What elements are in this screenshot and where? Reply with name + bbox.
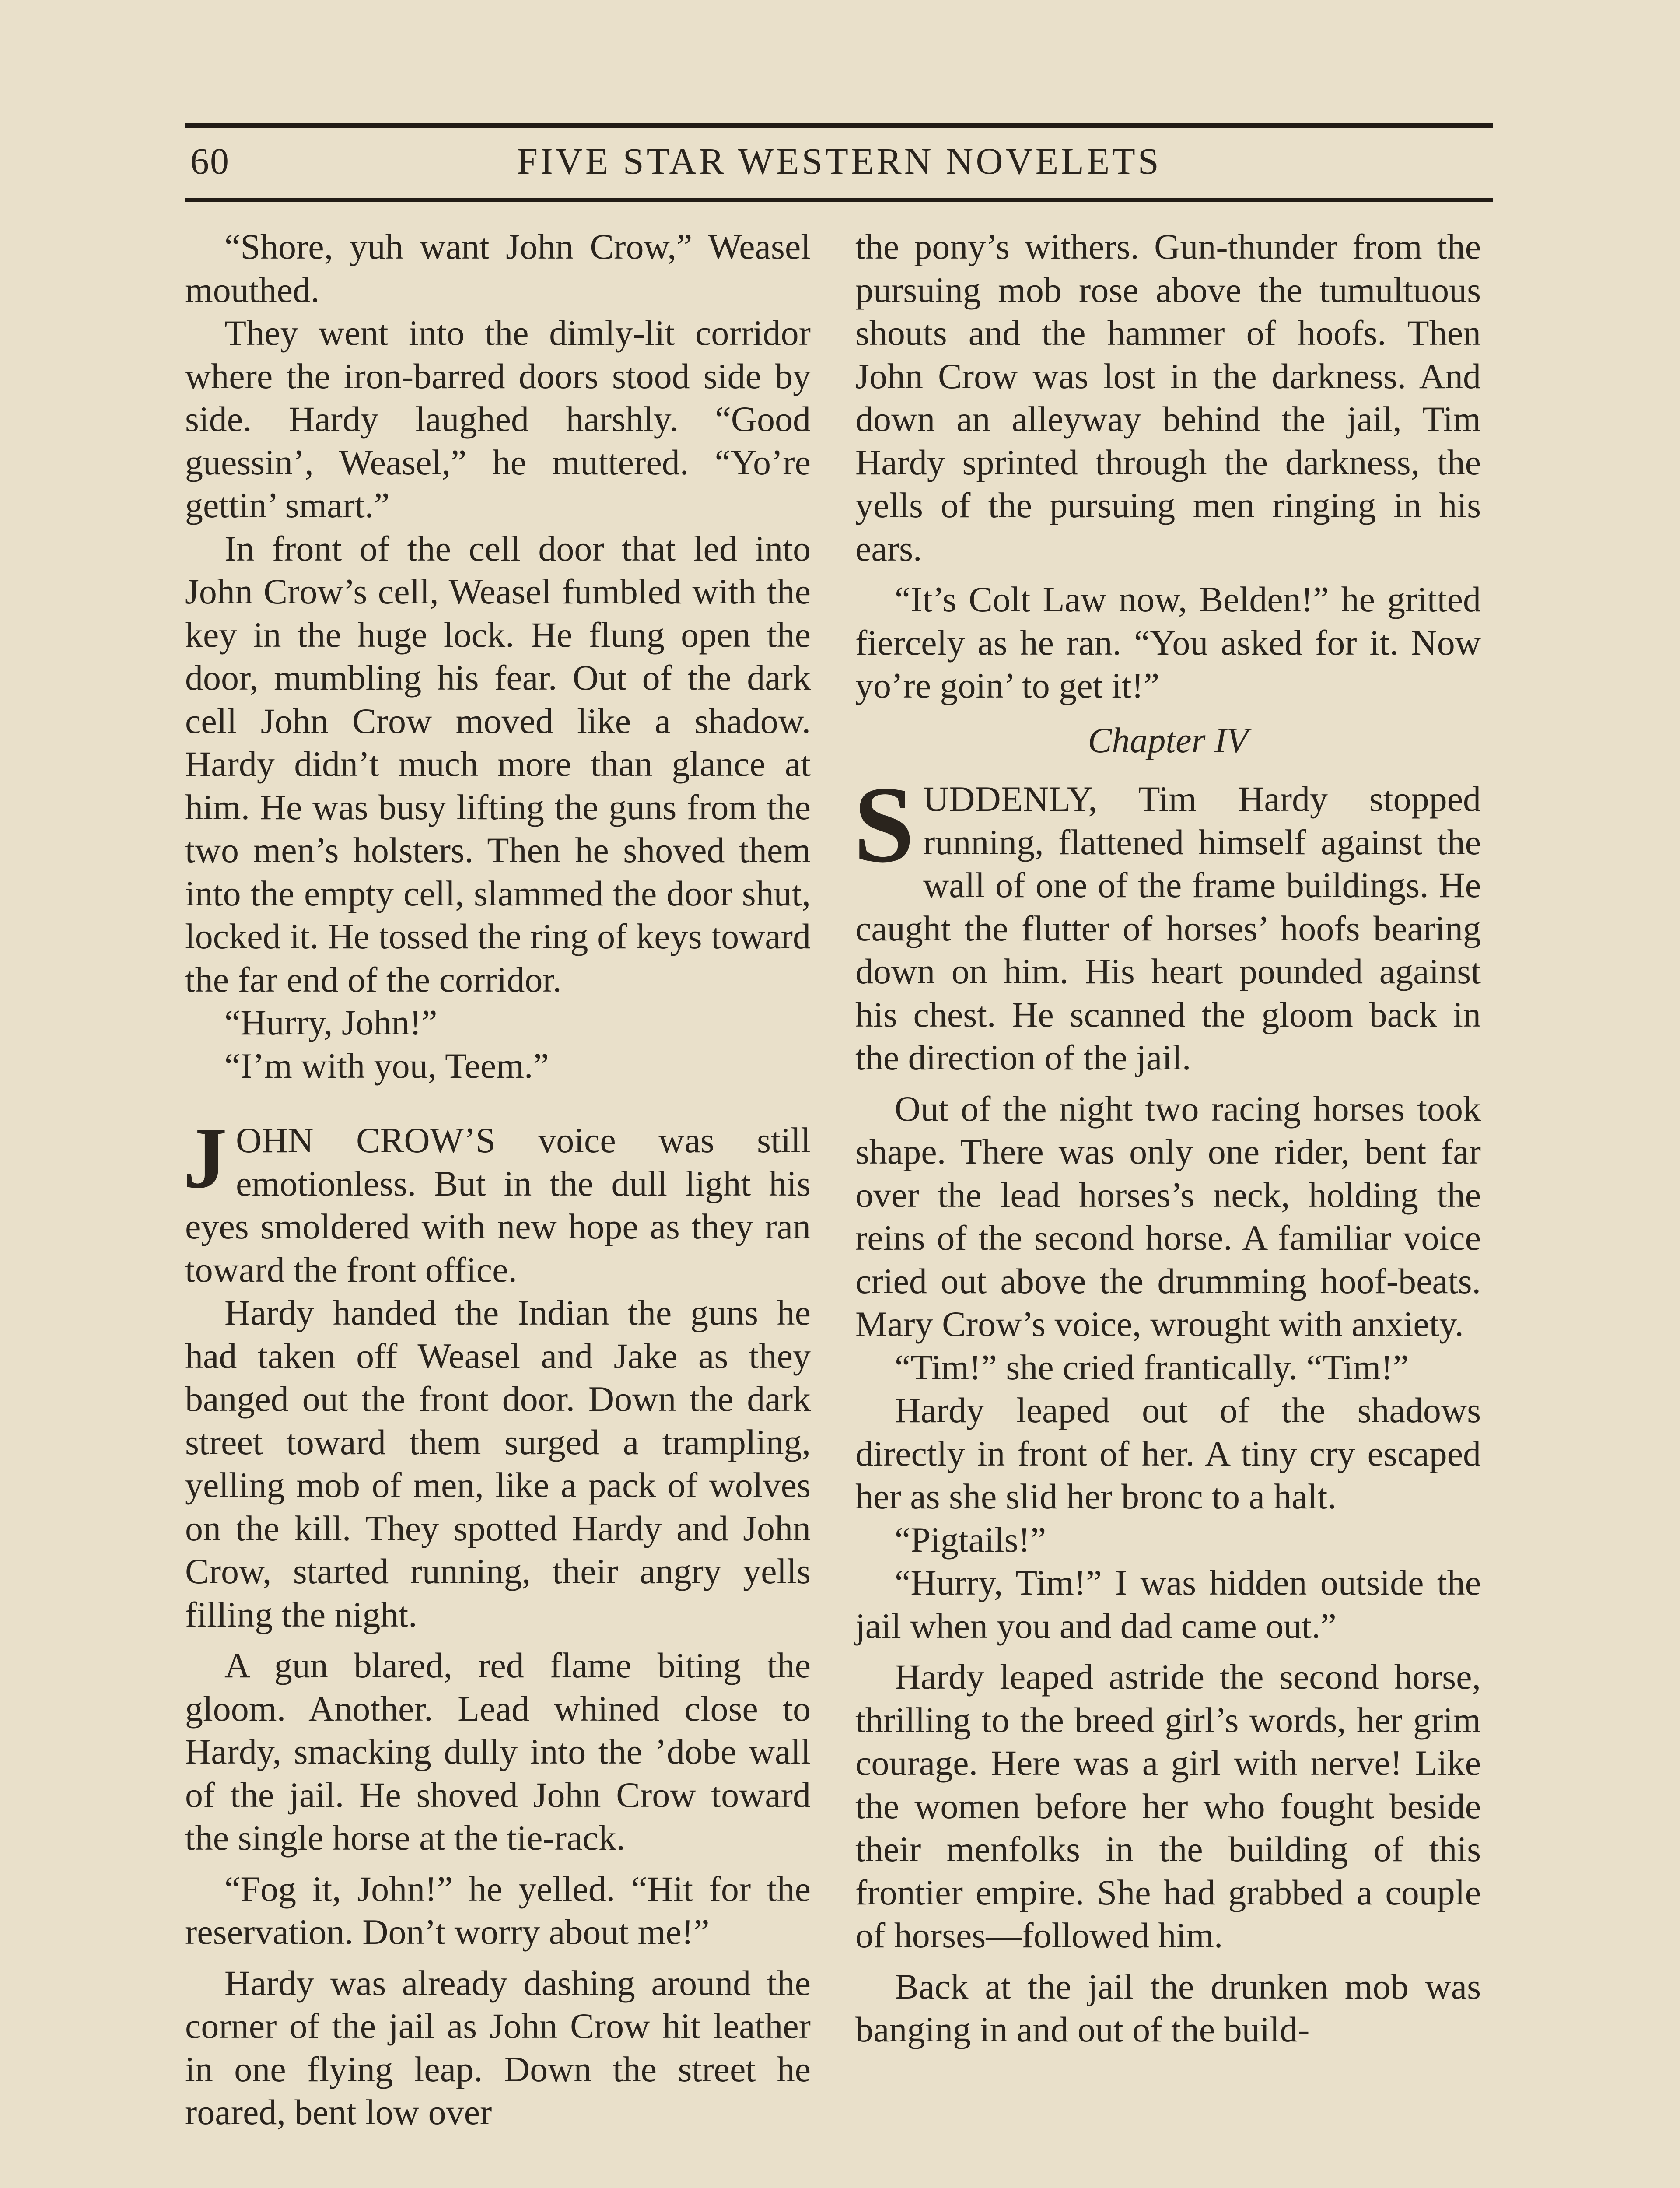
paragraph: Out of the night two racing horses took shape. There was only one rider, bent far over the lead horses’s neck, holding the reins of the second horse. A familiar voice cried out above the drumming hoof-beats. Mary Crow’s voice, wrought with anxiety. bbox=[855, 1088, 1481, 1344]
paragraph: Hardy was already dashing around the corner of the jail as John Crow hit leather in one flying leap. Down the street he roared, bent low over bbox=[185, 1963, 811, 2132]
paragraph: “Fog it, John!” he yelled. “Hit for the reservation. Don’t worry about me!” bbox=[185, 1869, 811, 1952]
header-rule-top bbox=[185, 123, 1493, 128]
left-column bbox=[185, 225, 811, 2134]
paragraph: the pony’s withers. Gun-thunder from the pursuing mob rose above the tumultuous shouts and the hammer of hoofs. Then John Crow was lost in the darkness. And down an alleyway behind the jail, Tim Hardy sprinted through the darkness, the yells of the pursuing men ringing in his ears. bbox=[855, 227, 1481, 568]
paragraph-text: UDDENLY, Tim Hardy stopped running, flattened himself against the wall of one of the frame buildings. He caught the flutter of horses’ hoofs bearing down on him. His heart pounded against his chest. He scanned the gloom back in the direction of the jail. bbox=[855, 779, 1481, 1077]
paragraph: “Hurry, Tim!” I was hidden outside the jail when you and dad came out.” bbox=[855, 1563, 1481, 1646]
paragraph: In front of the cell door that led into John Crow’s cell, Weasel fumbled with the key in the huge lock. He flung open the door, mumbling his fear. Out of the dark cell John Crow moved like a shadow. Hardy didn’t much more than glance at him. He was busy lifting the guns from the two men’s holsters. Then he shoved them into the empty cell, slammed the door shut, locked it. He tossed the ring of keys toward the far end of the corridor. bbox=[185, 528, 811, 999]
dropcap-paragraph bbox=[183, 1110, 811, 1291]
paragraph: “Tim!” she cried frantically. “Tim!” bbox=[895, 1347, 1409, 1387]
dropcap-paragraph bbox=[854, 764, 1481, 1080]
running-title: FIVE STAR WESTERN NOVELETS bbox=[517, 140, 1162, 182]
chapter-heading: Chapter IV bbox=[1088, 720, 1249, 760]
drop-cap: S bbox=[854, 764, 915, 885]
paragraph: “Pigtails!” bbox=[895, 1519, 1046, 1560]
paragraph: They went into the dimly-lit corridor where the iron-barred doors stood side by side. Hardy laughed harshly. “Good guessin’, Weasel,” he muttered. “Yo’re gettin’ smart.” bbox=[185, 313, 811, 525]
drop-cap: J bbox=[183, 1110, 227, 1206]
paragraph: “Hurry, John!” bbox=[224, 1003, 438, 1042]
paragraph: “It’s Colt Law now, Belden!” he gritted fiercely as he ran. “You asked for it. Now yo’re goin’ to get it!” bbox=[855, 579, 1481, 705]
right-column bbox=[855, 225, 1481, 2051]
page-header bbox=[185, 123, 1493, 211]
paragraph: “Shore, yuh want John Crow,” Weasel mouthed. bbox=[185, 227, 811, 310]
paragraph: A gun blared, red flame biting the gloom. Another. Lead whined close to Hardy, smacking dully into the ’dobe wall of the jail. He shoved John Crow toward the single horse at the tie-rack. bbox=[185, 1645, 811, 1858]
paragraph-text: OHN CROW’S voice was still emotionless. But in the dull light his eyes smoldered with new hope as they ran toward the front office. bbox=[185, 1120, 811, 1290]
page-number: 60 bbox=[190, 140, 230, 182]
paragraph: Hardy leaped astride the second horse, thrilling to the breed girl’s words, her grim courage. Here was a girl with nerve! Like the women before her who fought beside their menfolks in the building of this frontier empire. She had grabbed a couple of horses—followed him. bbox=[855, 1657, 1481, 1955]
paragraph: Hardy leaped out of the shadows directly in front of her. A tiny cry escaped her as she slid her bronc to a halt. bbox=[855, 1390, 1481, 1516]
paragraph: Back at the jail the drunken mob was banging in and out of the build- bbox=[855, 1966, 1481, 2049]
paragraph: “I’m with you, Teem.” bbox=[224, 1045, 549, 1086]
paragraph: Hardy handed the Indian the guns he had taken off Weasel and Jake as they banged out the front door. Down the dark street toward them surged a trampling, yelling mob of men, like a pack of wolves on the kill. They spotted Hardy and John Crow, started running, their angry yells filling the night. bbox=[185, 1293, 811, 1634]
header-rule-bottom bbox=[185, 198, 1493, 202]
